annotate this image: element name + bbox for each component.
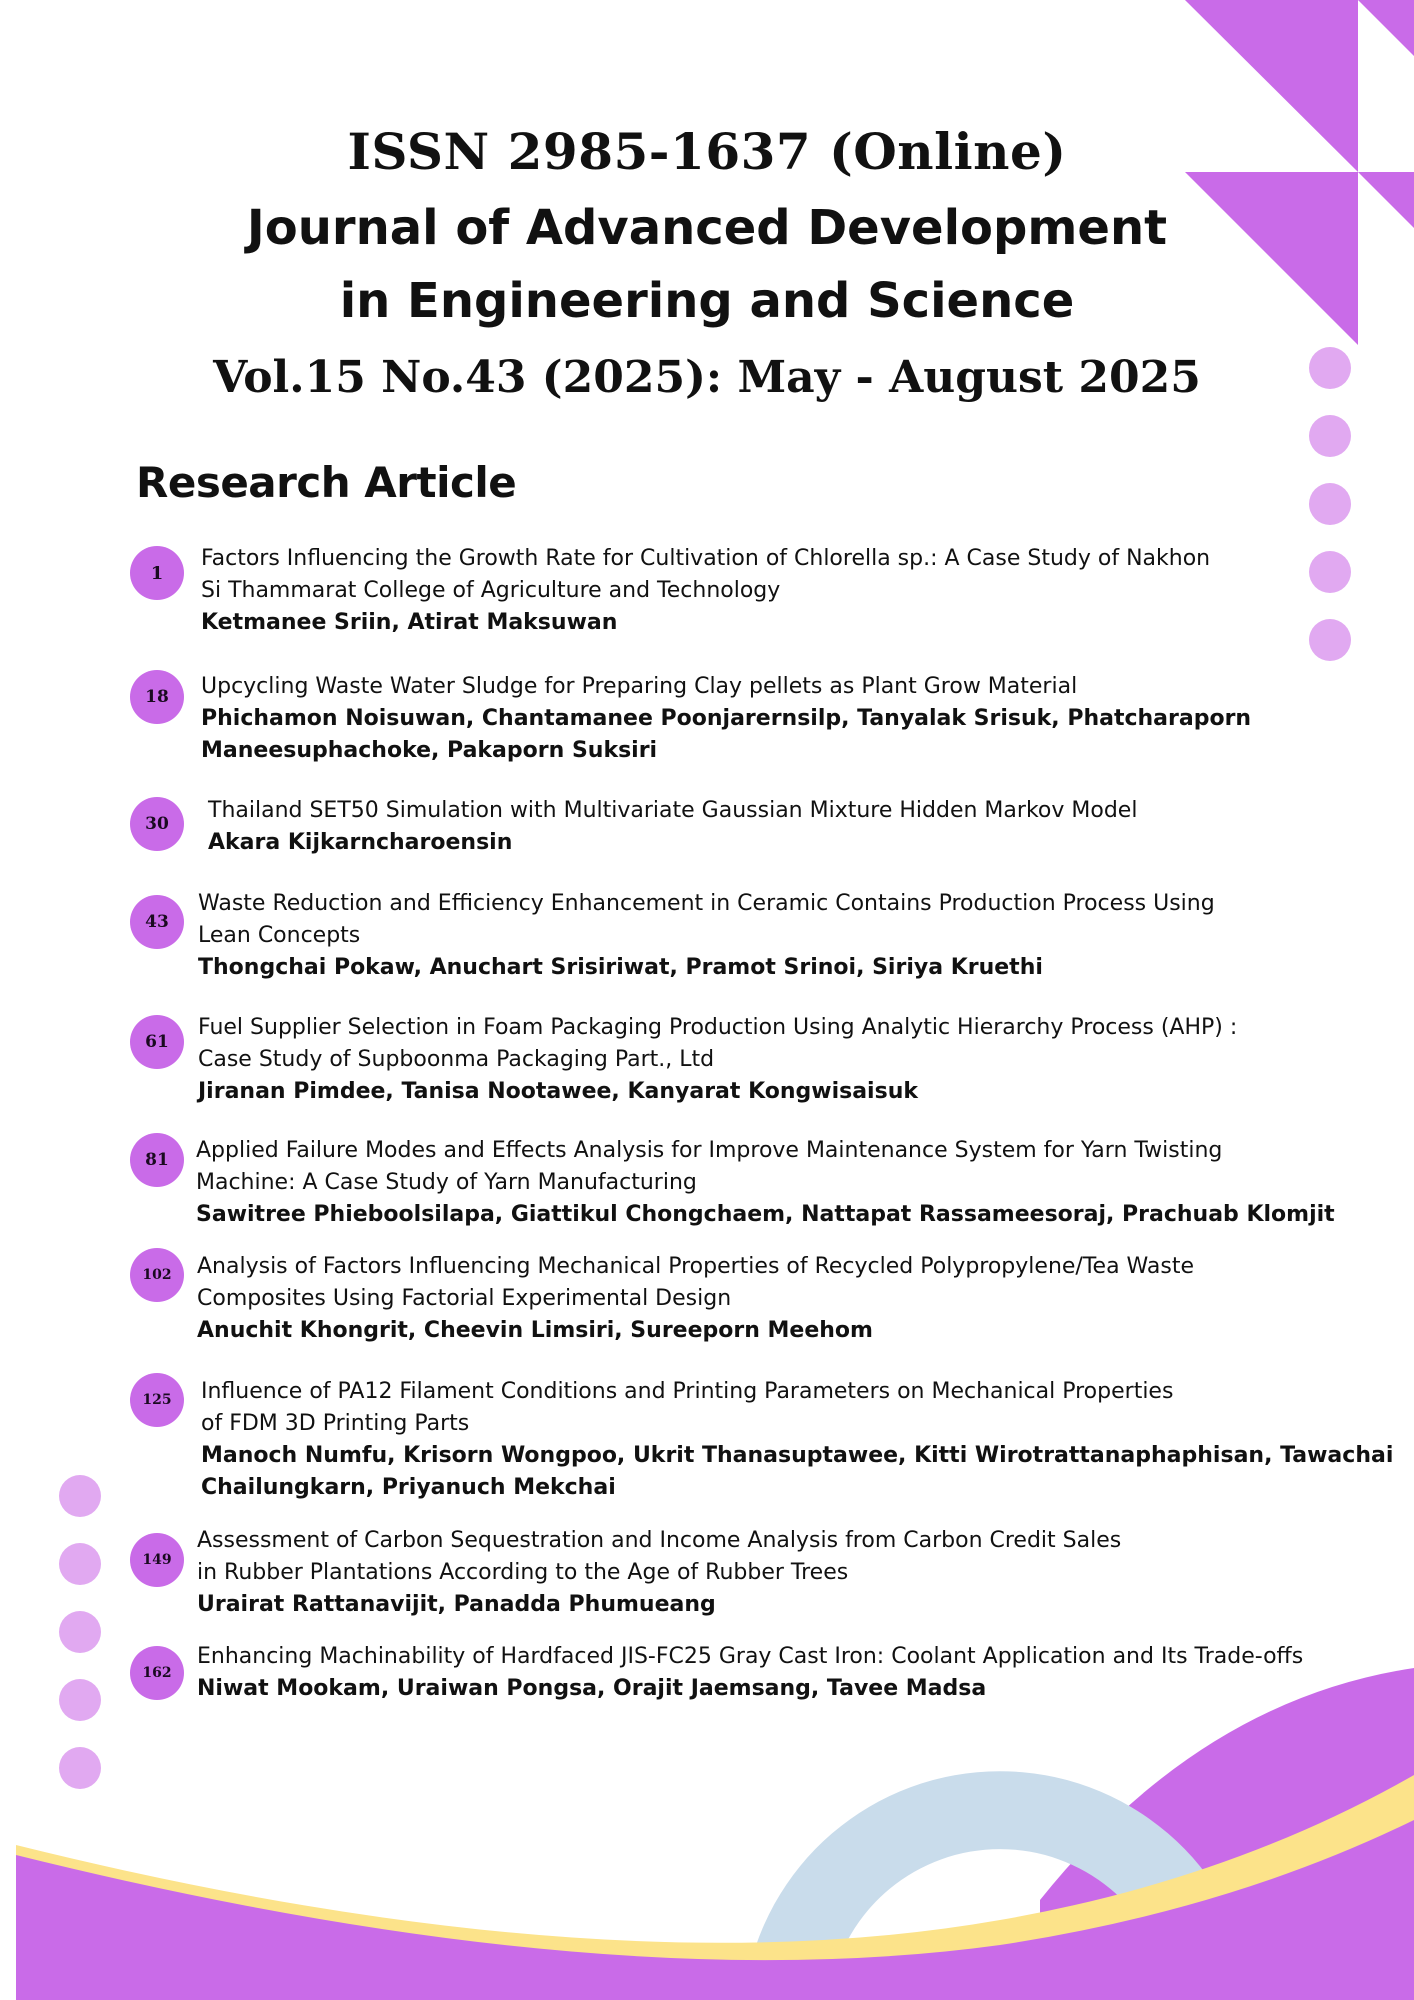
page-number-badge: 102 <box>130 1248 184 1302</box>
article-entry <box>197 1525 1397 1621</box>
article-title: Assessment of Carbon Sequestration and Income Analysis from Carbon Credit Sales <box>197 1528 1122 1553</box>
article-title: Machine: A Case Study of Yarn Manufacturing <box>196 1170 697 1195</box>
page-number-badge: 162 <box>130 1646 184 1700</box>
article-title: Upcycling Waste Water Sludge for Preparing Clay pellets as Plant Grow Material <box>201 674 1078 699</box>
corner-triangle-small <box>1358 0 1414 56</box>
page-number-badge: 43 <box>130 895 184 949</box>
journal-title-line2: in Engineering and Science <box>339 273 1075 329</box>
article-authors: Jiranan Pimdee, Tanisa Nootawee, Kanyarat Kongwisaisuk <box>198 1079 918 1104</box>
article-title: Thailand SET50 Simulation with Multivariate Gaussian Mixture Hidden Markov Model <box>208 798 1138 823</box>
article-entry <box>201 1376 1401 1504</box>
article-authors: Thongchai Pokaw, Anuchart Srisiriwat, Pramot Srinoi, Siriya Kruethi <box>198 955 1043 980</box>
article-title: Influence of PA12 Filament Conditions and Printing Parameters on Mechanical Properties <box>201 1379 1174 1404</box>
article-title: Waste Reduction and Efficiency Enhancement in Ceramic Contains Production Process Using <box>198 891 1215 916</box>
article-entry <box>198 1012 1398 1108</box>
issn-heading: ISSN 2985-1637 (Online) <box>347 122 1067 181</box>
page-number-badge: 61 <box>130 1015 184 1069</box>
article-entry <box>208 795 1408 859</box>
page-number-badge: 125 <box>130 1373 184 1427</box>
article-title: Applied Failure Modes and Effects Analysis for Improve Maintenance System for Yarn Twisting <box>196 1138 1223 1163</box>
article-title: Enhancing Machinability of Hardfaced JIS-FC25 Gray Cast Iron: Coolant Application and Its Trade-offs <box>197 1644 1304 1669</box>
decor-dot <box>59 1475 101 1517</box>
article-authors: Ketmanee Sriin, Atirat Maksuwan <box>201 610 618 635</box>
article-title: Si Thammarat College of Agriculture and Technology <box>201 578 781 603</box>
article-title: Case Study of Supboonma Packaging Part., Ltd <box>198 1047 715 1072</box>
article-authors: Anuchit Khongrit, Cheevin Limsiri, Sureeporn Meehom <box>197 1318 873 1343</box>
article-title: Fuel Supplier Selection in Foam Packaging Production Using Analytic Hierarchy Process (AHP) : <box>198 1015 1238 1040</box>
decor-dot <box>59 1747 101 1789</box>
article-title: Factors Influencing the Growth Rate for Cultivation of Chlorella sp.: A Case Study of Nakhon <box>201 546 1211 571</box>
article-entry <box>197 1641 1397 1705</box>
section-title: Research Article <box>136 458 517 507</box>
page-number-badge: 1 <box>130 546 184 600</box>
page-number-badge: 81 <box>130 1133 184 1187</box>
article-authors: Phichamon Noisuwan, Chantamanee Poonjarernsilp, Tanyalak Srisuk, Phatcharaporn <box>201 706 1252 731</box>
article-title: Analysis of Factors Influencing Mechanical Properties of Recycled Polypropylene/Tea Waste <box>197 1254 1194 1279</box>
page-number-badge: 18 <box>130 670 184 724</box>
decor-dot <box>1309 415 1351 457</box>
article-title: in Rubber Plantations According to the Age of Rubber Trees <box>197 1560 849 1585</box>
article-entry <box>201 543 1401 639</box>
article-entry <box>198 888 1398 984</box>
article-entry <box>196 1135 1396 1231</box>
page-number-badge: 149 <box>130 1533 184 1587</box>
article-title: Lean Concepts <box>198 923 361 948</box>
article-authors: Sawitree Phieboolsilapa, Giattikul Chongchaem, Nattapat Rassameesoraj, Prachuab Klomjit <box>196 1202 1335 1227</box>
article-entry <box>197 1251 1397 1347</box>
decor-dot <box>1309 483 1351 525</box>
article-authors: Niwat Mookam, Uraiwan Pongsa, Orajit Jaemsang, Tavee Madsa <box>197 1676 987 1701</box>
article-authors: Manoch Numfu, Krisorn Wongpoo, Ukrit Thanasuptawee, Kitti Wirotrattanaphaphisan, Tawachai <box>201 1443 1394 1468</box>
article-authors: Maneesuphachoke, Pakaporn Suksiri <box>201 738 658 763</box>
article-entry <box>201 671 1401 767</box>
article-authors: Urairat Rattanavijit, Panadda Phumueang <box>197 1592 716 1617</box>
decor-dot <box>59 1679 101 1721</box>
article-authors: Chailungkarn, Priyanuch Mekchai <box>201 1475 616 1500</box>
article-title: Composites Using Factorial Experimental Design <box>197 1286 732 1311</box>
decor-dot <box>59 1611 101 1653</box>
journal-title-line1: Journal of Advanced Development <box>246 200 1168 256</box>
volume-heading: Vol.15 No.43 (2025): May - August 2025 <box>213 352 1201 403</box>
page-number-badge: 30 <box>130 797 184 851</box>
article-title: of FDM 3D Printing Parts <box>201 1411 470 1436</box>
decor-dot <box>59 1543 101 1585</box>
article-authors: Akara Kijkarncharoensin <box>208 830 513 855</box>
